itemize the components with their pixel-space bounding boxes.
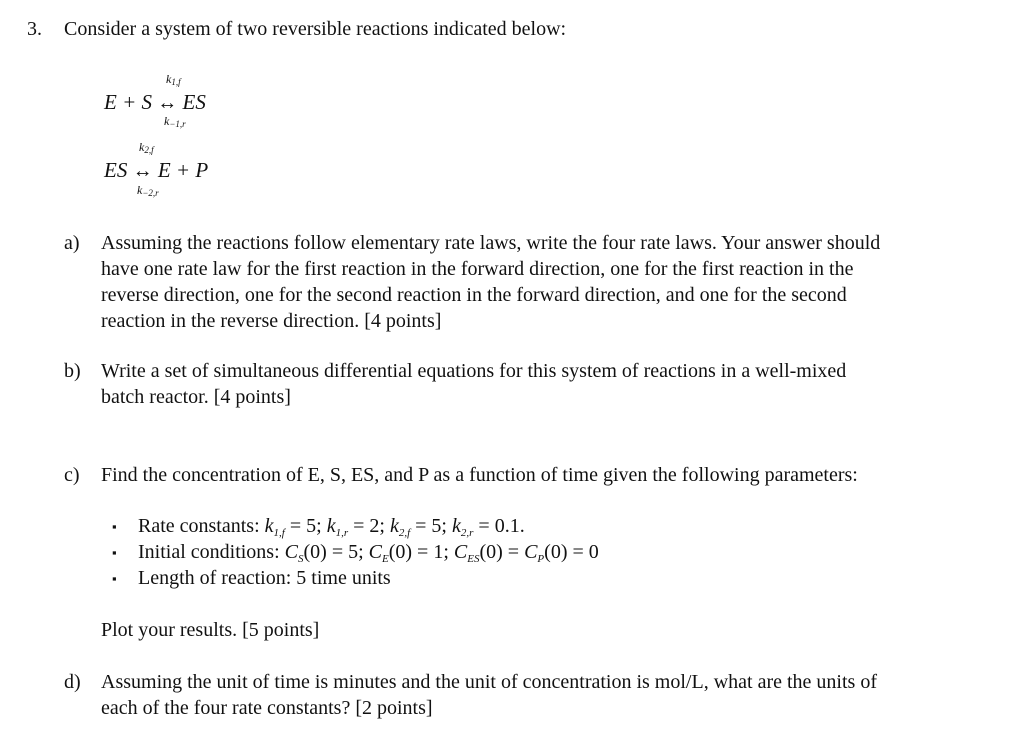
part-c-line: Find the concentration of E, S, ES, and P as a function of time given the following parameters: [101,464,858,486]
plot-line: Plot your results. [5 points] [101,619,320,641]
reaction1-kr: k−1,r [164,114,186,129]
reaction2-kr: k−2,r [137,183,159,198]
part-d-label: d) [64,671,81,693]
reaction2-rhs: E + P [157,158,209,182]
reaction1-equation [104,90,206,115]
reaction2-lhs: ES [104,158,128,182]
reaction1-rhs: ES [182,90,206,114]
reaction2-equation [104,158,208,183]
rate-constants-line: Rate constants: $k_{1,f} = 5$; $k_{1,r} = 2$; $k_{2,f} = 5$; $k_{2,r} = 0.1$. [138,515,525,539]
part-b-label: b) [64,360,81,382]
part-b-line-2: batch reactor. [4 points] [101,386,291,408]
bullet-icon: ▪ [112,519,117,534]
part-a-label: a) [64,232,80,254]
initial-conditions-line: Initial conditions: $C_S(0) = 5$; $C_E(0) = 1$; $C_{ES}(0) = C_P(0) = 0$ [138,541,599,565]
part-a-line-4: reaction in the reverse direction. [4 points] [101,310,442,332]
part-c-label: c) [64,464,80,486]
bullet-icon: ▪ [112,571,117,586]
part-b-line-1: Write a set of simultaneous differential equations for this system of reactions in a well-mixed [101,360,847,382]
part-d-line-1: Assuming the unit of time is minutes and the unit of concentration is mol/L, what are the units of [101,671,877,693]
reaction1-arrow-icon: ↔ [157,92,178,114]
part-a-line-1: Assuming the reactions follow elementary rate laws, write the four rate laws. Your answer should [101,232,881,254]
bullet-icon: ▪ [112,545,117,560]
question-intro: Consider a system of two reversible reactions indicated below: [64,18,567,40]
question-number: 3. [27,18,42,40]
reaction2-arrow-icon: ↔ [132,160,153,182]
part-d-line-2: each of the four rate constants? [2 points] [101,697,433,719]
reaction1-lhs: E + S [104,90,152,114]
reaction2-kf: k2,f [139,140,154,155]
part-a-line-3: reverse direction, one for the second reaction in the forward direction, and one for the second [101,284,847,306]
part-a-line-2: have one rate law for the first reaction in the forward direction, one for the first reaction in the [101,258,854,280]
reaction1-kf: k1,f [166,72,181,87]
length-line: Length of reaction: 5 time units [138,567,391,589]
